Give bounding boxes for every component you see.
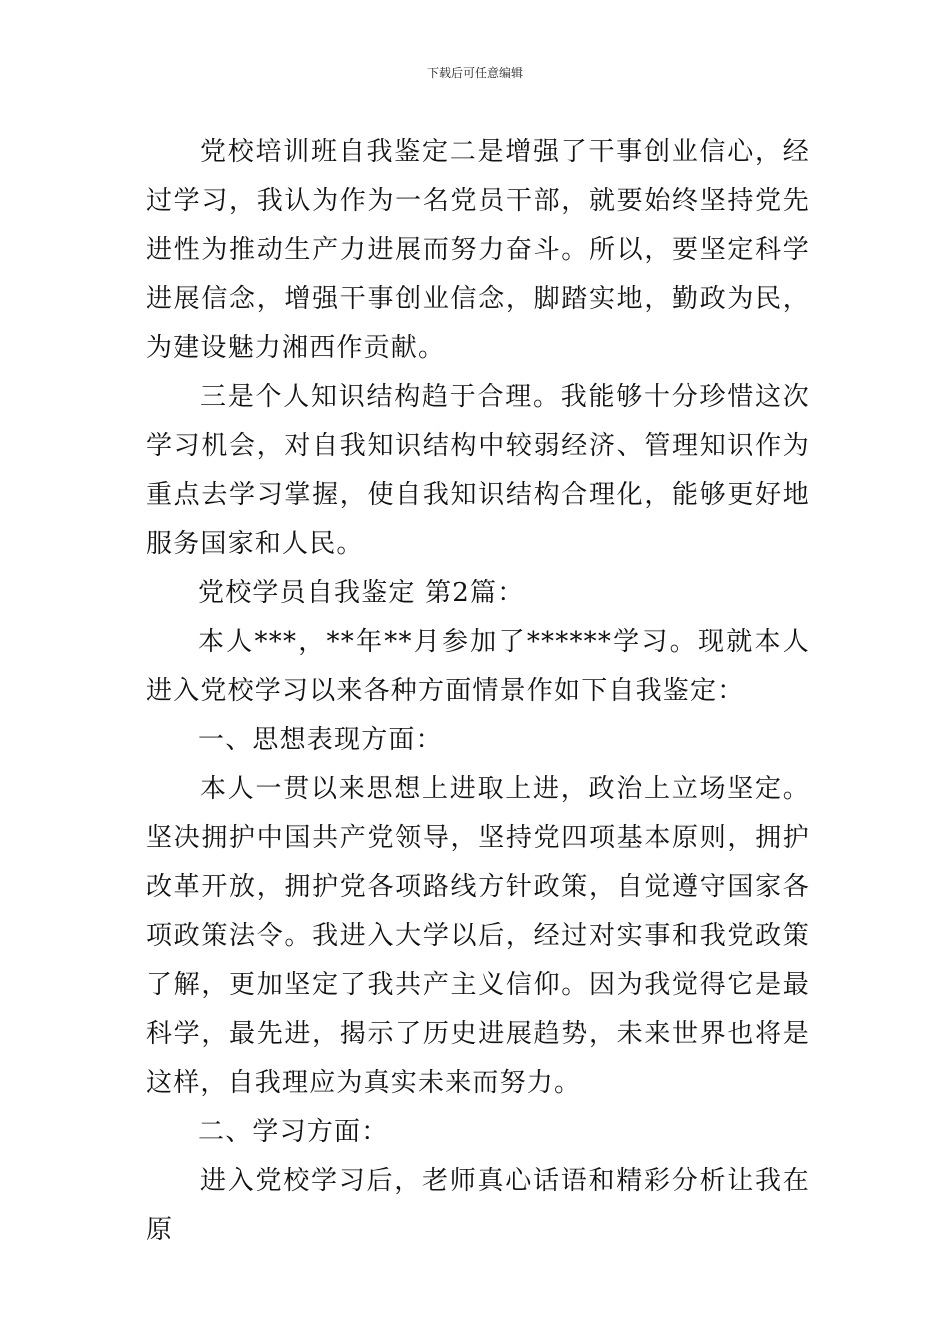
paragraph-knowledge-structure: 三是个人知识结构趋于合理。我能够十分珍惜这次学习机会，对自我知识结构中较弱经济、管理知识作为重点去学习掌握，使自我知识结构合理化，能够更好地服务国家和人民。 [146,382,810,559]
paragraph-confidence: 党校培训班自我鉴定二是增强了干事创业信心，经过学习，我认为作为一名党员干部，就要始终坚持党先进性为推动生产力进展而努力奋斗。所以，要坚定科学进展信念，增强干事创业信念，脚踏实地，勤政为民，为建设魅力湘西作贡献。 [146,137,810,363]
section-title-part-2: 党校学员自我鉴定 第2篇： [198,578,525,608]
heading-study: 二、学习方面： [198,1117,389,1147]
document-body [146,128,810,1255]
paragraph-ideology: 本人一贯以来思想上进取上进，政治上立场坚定。坚决拥护中国共产党领导，坚持党四项基本原则，拥护改革开放，拥护党各项路线方针政策，自觉遵守国家各项政策法令。我进入大学以后，经过对实事和我党政策了解，更加坚定了我共产主义信仰。因为我觉得它是最科学，最先进，揭示了历史进展趋势，未来世界也将是这样，自我理应为真实未来而努力。 [146,774,810,1098]
paragraph-study: 进入党校学习后，老师真心话语和精彩分析让我在原 [146,1166,810,1245]
header-note: 下载后可任意编辑 [426,66,523,80]
heading-ideology: 一、思想表现方面： [198,725,443,755]
paragraph-intro: 本人***，**年**月参加了******学习。现就本人进入党校学习以来各种方面情景作如下自我鉴定： [146,627,810,706]
